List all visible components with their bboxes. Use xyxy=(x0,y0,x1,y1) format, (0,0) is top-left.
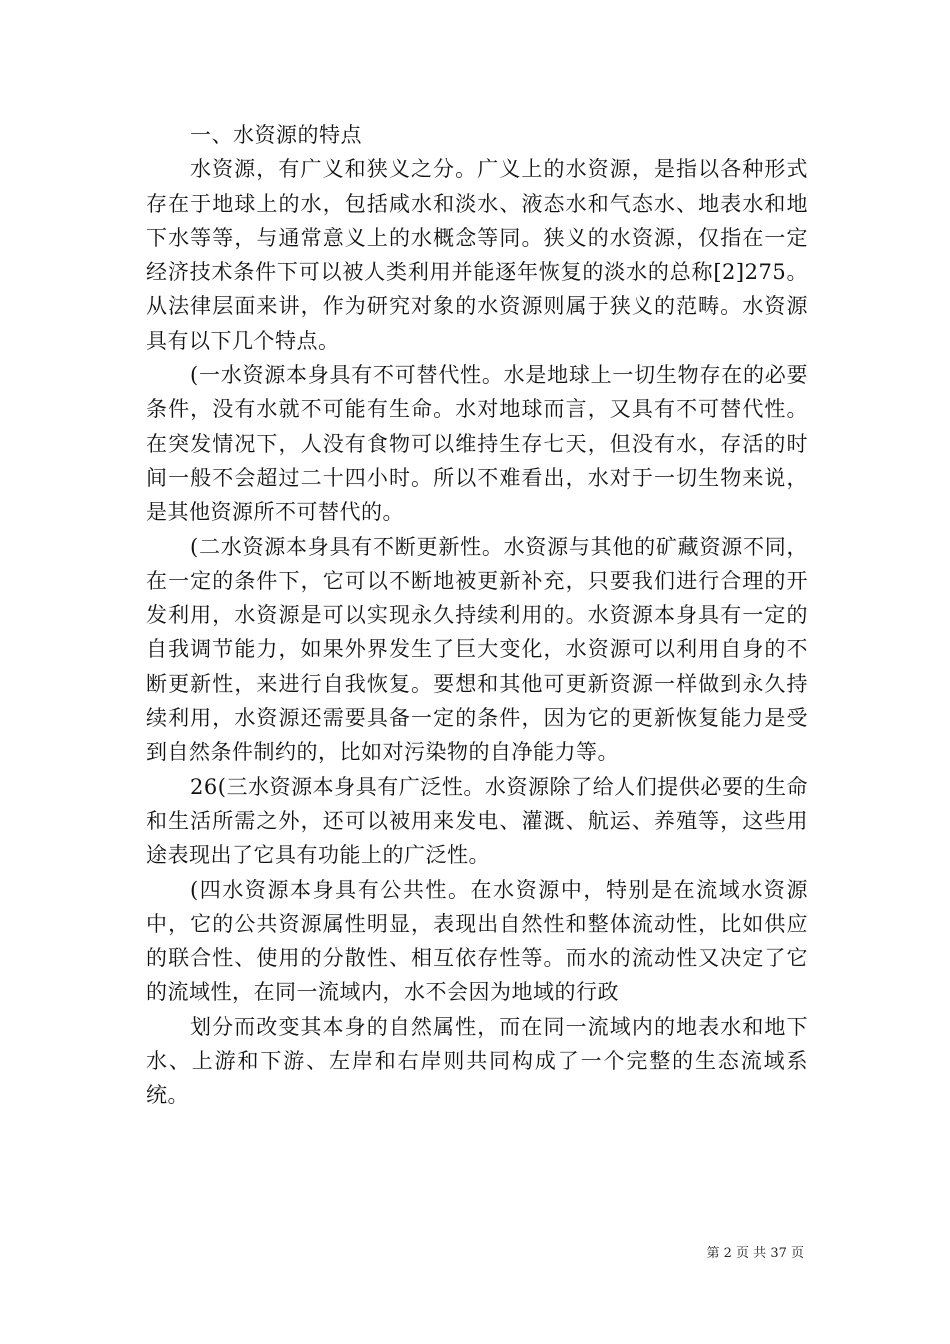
section-heading: 一、水资源的特点 xyxy=(190,123,362,147)
paragraph-universality: 26(三水资源本身具有广泛性。水资源除了给人们提供必要的生命和生活所需之外，还可以被用来发电、灌溉、航运、养殖等，这些用途表现出了它具有功能上的广泛性。 xyxy=(146,774,808,868)
paragraph-irreplaceability: (一水资源本身具有不可替代性。水是地球上一切生物存在的必要条件，没有水就不可能有生命。水对地球而言，又具有不可替代性。在突发情况下，人没有食物可以维持生存七天，但没有水，存活的时间一般不会超过二十四小时。所以不难看出，水对于一切生物来说，是其他资源所不可替代的。 xyxy=(146,363,808,525)
paragraph-publicness: (四水资源本身具有公共性。在水资源中，特别是在流域水资源中，它的公共资源属性明显，表现出自然性和整体流动性，比如供应的联合性、使用的分散性、相互依存性等。而水的流动性又决定了它的流域性，在同一流域内，水不会因为地域的行政 xyxy=(146,877,808,1005)
paragraph-continuation: 划分而改变其本身的自然属性，而在同一流域内的地表水和地下水、上游和下游、左岸和右岸则共同构成了一个完整的生态流域系统。 xyxy=(146,1014,808,1108)
document-body xyxy=(146,118,808,1113)
page-number: 第 2 页 共 37 页 xyxy=(706,1246,804,1261)
paragraph-renewability: (二水资源本身具有不断更新性。水资源与其他的矿藏资源不同，在一定的条件下，它可以不断地被更新补充，只要我们进行合理的开发利用，水资源是可以实现永久持续利用的。水资源本身具有一定的自我调节能力，如果外界发生了巨大变化，水资源可以利用自身的不断更新性，来进行自我恢复。要想和其他可更新资源一样做到永久持续利用，水资源还需要具备一定的条件，因为它的更新恢复能力是受到自然条件制约的，比如对污染物的自净能力等。 xyxy=(146,534,808,765)
paragraph-definition: 水资源，有广义和狭义之分。广义上的水资源，是指以各种形式存在于地球上的水，包括咸水和淡水、液态水和气态水、地表水和地下水等等，与通常意义上的水概念等同。狭义的水资源，仅指在一定经济技术条件下可以被人类利用并能逐年恢复的淡水的总称[2]275。从法律层面来讲，作为研究对象的水资源则属于狭义的范畴。水资源具有以下几个特点。 xyxy=(146,157,808,353)
